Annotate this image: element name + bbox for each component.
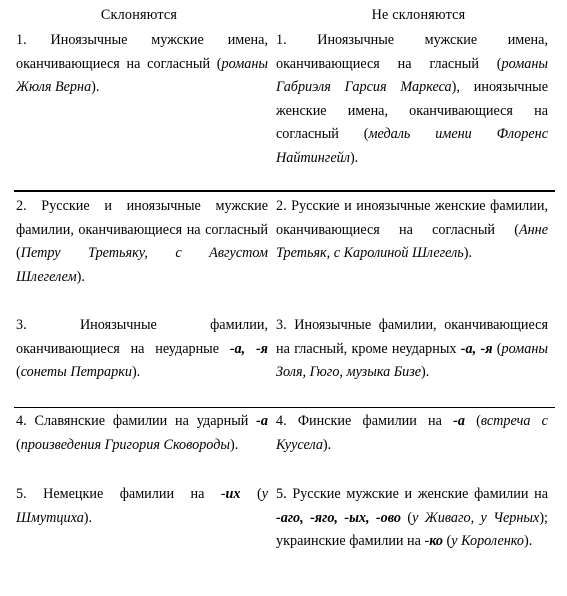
example-text: романы Жюля Верна bbox=[16, 55, 268, 96]
rule-text: ( bbox=[240, 486, 262, 502]
header-declined: Склоняются bbox=[100, 7, 178, 23]
rule-text: ). bbox=[76, 268, 85, 285]
cell-declined-2 bbox=[16, 195, 268, 289]
ending-text: -а bbox=[256, 413, 268, 429]
cell-not-declined-1 bbox=[276, 29, 548, 171]
rule-text: ). bbox=[131, 364, 141, 381]
rule-text: 5. Русские мужские и женские фамилии на bbox=[276, 486, 548, 502]
rule-text: ), иноязычные женские имена, оканчивающиеся на согласный ( bbox=[276, 79, 548, 143]
cell-not-declined-3 bbox=[276, 314, 548, 385]
rule-text: 5. Немецкие фамилии на - bbox=[16, 486, 226, 502]
rule-text: ( bbox=[442, 533, 452, 550]
rule-text: 1. Иноязычные мужские имена, оканчивающиеся на гласный ( bbox=[276, 32, 548, 72]
ending-text: -а, -я bbox=[460, 340, 493, 357]
cell-declined-4 bbox=[16, 410, 268, 457]
example-text: у Короленко bbox=[451, 533, 524, 550]
cell-declined-3 bbox=[16, 314, 268, 385]
rule-text: ). bbox=[322, 436, 332, 453]
example-text: романы Габриэля Гарсия Маркеса bbox=[276, 55, 548, 96]
example-text: медаль имени Флоренс Найтингейл bbox=[276, 126, 548, 166]
ending-text: ко bbox=[429, 533, 443, 550]
example-text: Анне Третьяк, с Каролиной Шлегель bbox=[276, 221, 548, 262]
cell-declined-1 bbox=[16, 29, 268, 100]
rule-text: ). bbox=[230, 436, 239, 453]
rule-text: ). bbox=[421, 364, 430, 381]
ending-text: -а, -я bbox=[229, 340, 268, 357]
example-text: встреча с Куусела bbox=[276, 413, 548, 453]
example-text: сонеты Петрарки bbox=[20, 364, 132, 381]
cell-not-declined-2 bbox=[276, 195, 548, 266]
rule-text: ). bbox=[523, 533, 533, 550]
ending-text: -а bbox=[453, 413, 465, 429]
cell-not-declined-5 bbox=[276, 483, 548, 554]
header-not-declined: Не склоняются bbox=[371, 7, 466, 23]
rule-text: ( bbox=[464, 413, 481, 429]
example-text: романы Золя, Гюго, музыка Бизе bbox=[276, 340, 548, 381]
rule-text: ). bbox=[463, 245, 473, 262]
rule-text: ). bbox=[83, 509, 93, 526]
rule-text: 3. Иноязычные фамилии, оканчивающиеся на гласный, кроме неударных bbox=[276, 317, 548, 357]
rule-text: ( bbox=[492, 340, 502, 357]
rule-text: 4. Финские фамилии на bbox=[276, 413, 454, 429]
rule-text: 3. Иноязычные фамилии, оканчивающиеся на неударные bbox=[16, 317, 268, 357]
row-divider bbox=[14, 407, 555, 408]
rule-text: 4. Славянские фамилии на ударный bbox=[16, 413, 257, 429]
rule-text: 2. Русские и иноязычные женские фамилии, оканчивающиеся на согласный ( bbox=[276, 198, 548, 238]
ending-text: их bbox=[225, 486, 241, 502]
example-text: у Шмутциха bbox=[16, 486, 268, 526]
rule-text: ). bbox=[349, 149, 359, 166]
example-text: произведения Григория Сковороды bbox=[20, 436, 230, 453]
row-divider bbox=[14, 190, 555, 192]
rule-text: ). bbox=[91, 79, 100, 96]
ending-text: -аго, -яго, -ых, -ово bbox=[276, 509, 401, 526]
example-text: Петру Третьяку, с Августом Шлегелем bbox=[16, 245, 268, 285]
rule-text: 2. Русские и иноязычные мужские фамилии, оканчивающиеся на согласный ( bbox=[16, 198, 268, 262]
cell-declined-5 bbox=[16, 483, 268, 530]
rule-text: ( bbox=[16, 436, 21, 453]
rule-text: ); украинские фамилии на - bbox=[276, 509, 548, 550]
rule-text: ( bbox=[401, 509, 413, 526]
example-text: у Живаго, у Черных bbox=[412, 509, 540, 526]
cell-not-declined-4 bbox=[276, 410, 548, 457]
rule-text: 1. Иноязычные мужские имена, оканчивающиеся на согласный ( bbox=[16, 32, 268, 72]
rule-text: ( bbox=[16, 364, 21, 381]
